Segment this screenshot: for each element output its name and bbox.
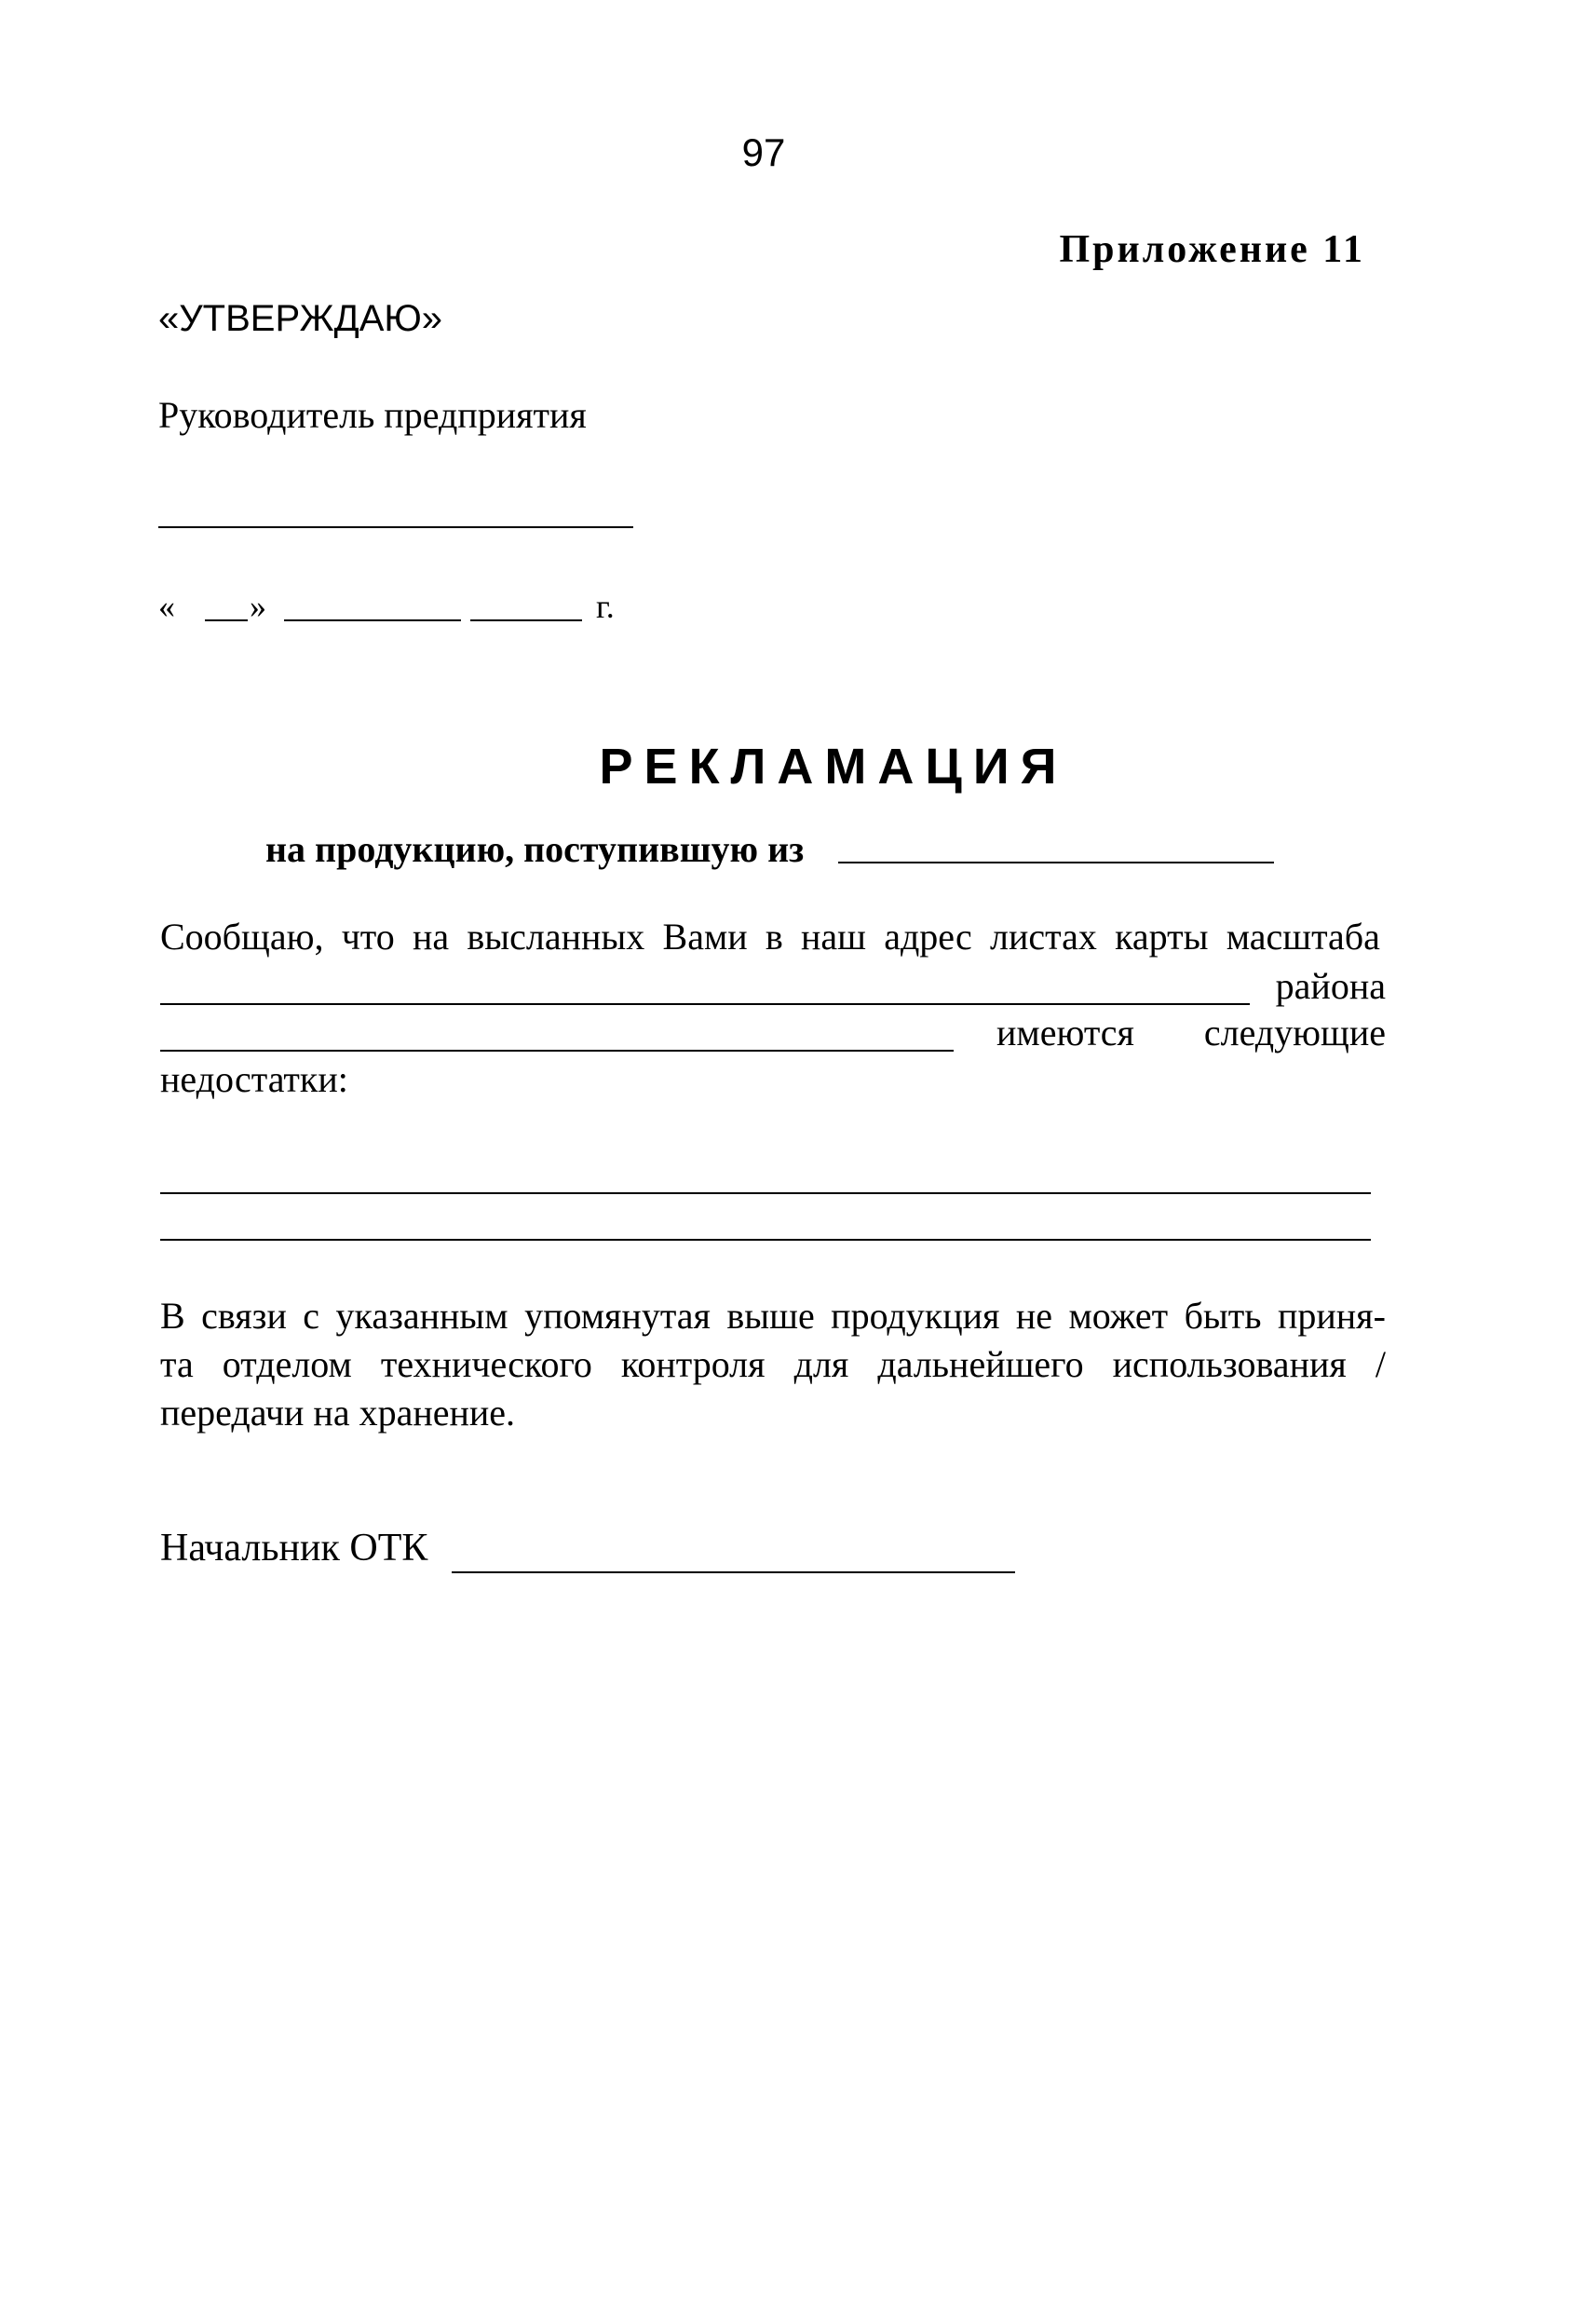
word: адрес <box>884 916 972 958</box>
word: с <box>303 1295 320 1337</box>
word: высланных <box>467 916 645 958</box>
word: на <box>412 916 450 958</box>
page-number: 97 <box>741 130 786 174</box>
defects-fill-line-1 <box>160 1192 1371 1194</box>
word: указанным <box>335 1295 508 1337</box>
document-title: РЕКЛАМАЦИЯ <box>599 739 1068 795</box>
paragraph-2 <box>160 1292 1386 1437</box>
word: в <box>765 916 783 958</box>
word: что <box>341 916 395 958</box>
head-title: Руководитель предприятия <box>158 394 587 436</box>
date-month-line <box>284 619 461 621</box>
word: приня- <box>1277 1295 1386 1337</box>
source-fill-line <box>838 862 1274 863</box>
paragraph-2-line-3: передачи на хранение. <box>160 1392 516 1434</box>
date-year-line <box>470 619 582 621</box>
otk-signature-line <box>452 1571 1015 1573</box>
word: может <box>1068 1295 1169 1337</box>
word: наш <box>801 916 866 958</box>
document-subtitle: на продукцию, поступившую из <box>265 828 805 870</box>
date-day-line <box>205 619 248 621</box>
word: карты <box>1115 916 1209 958</box>
paragraph-2-line-2 <box>160 1340 1386 1389</box>
word: / <box>1375 1343 1386 1385</box>
region-word: района <box>1275 965 1386 1007</box>
date-open-quote: « <box>158 588 175 625</box>
scale-fill-line <box>160 1003 1250 1005</box>
date-year-suffix: г. <box>596 588 615 625</box>
approval-stamp: «УТВЕРЖДАЮ» <box>158 298 443 339</box>
otk-head-label: Начальник ОТК <box>160 1527 428 1570</box>
defects-label: недостатки: <box>160 1058 348 1100</box>
word: следующие <box>1203 1012 1386 1053</box>
word: быть <box>1184 1295 1262 1337</box>
date-close-quote: » <box>250 588 266 625</box>
appendix-label: Приложение 11 <box>1059 228 1365 271</box>
word: выше <box>726 1295 815 1337</box>
word: не <box>1015 1295 1053 1337</box>
paragraph-1-line-3-tail <box>996 1011 1386 1054</box>
word: упомянутая <box>524 1295 711 1337</box>
word: контроля <box>620 1343 766 1385</box>
word: технического <box>380 1343 592 1385</box>
word: листах <box>990 916 1097 958</box>
word: связи <box>201 1295 287 1337</box>
head-signature-line <box>158 526 633 528</box>
word: В <box>160 1295 185 1337</box>
word: отделом <box>222 1343 352 1385</box>
defects-fill-line-2 <box>160 1239 1371 1241</box>
word: та <box>160 1343 194 1385</box>
word: Вами <box>662 916 748 958</box>
paragraph-1-line-1 <box>160 915 1380 958</box>
word: для <box>793 1343 849 1385</box>
word: дальнейшего <box>877 1343 1084 1385</box>
word: масштаба <box>1226 916 1380 958</box>
word: Сообщаю, <box>160 916 324 958</box>
word: имеются <box>996 1012 1134 1053</box>
region-fill-line <box>160 1050 954 1052</box>
paragraph-2-line-1 <box>160 1292 1386 1340</box>
word: использования <box>1112 1343 1347 1385</box>
word: продукция <box>831 1295 1000 1337</box>
